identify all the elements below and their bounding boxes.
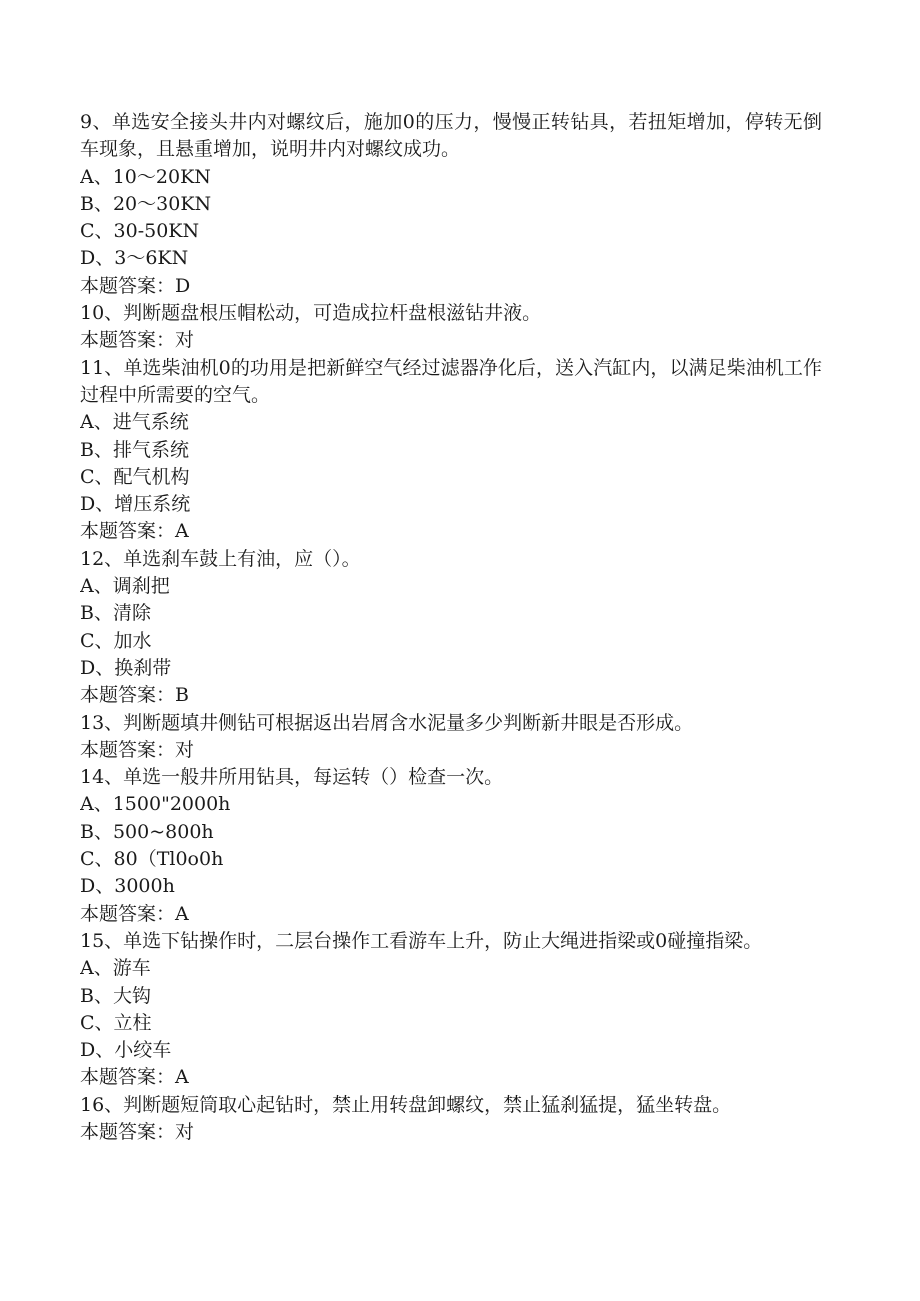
option-a: A、进气系统 — [80, 411, 189, 434]
question-stem: 13、判断题填井侧钻可根据返出岩屑含水泥量多少判断新井眼是否形成。 — [80, 711, 694, 734]
question-stem: 12、单选刹车鼓上有油，应（）。 — [80, 547, 361, 570]
option-c: C、80（Tl0o0h — [80, 848, 224, 871]
answer: 本题答案：D — [80, 274, 191, 297]
question-stem: 16、判断题短筒取心起钻时，禁止用转盘卸螺纹，禁止猛刹猛提，猛坐转盘。 — [80, 1093, 732, 1116]
question-13 — [80, 710, 822, 765]
option-d: D、3～6KN — [80, 247, 189, 270]
option-a: A、1500"2000h — [80, 793, 231, 816]
answer: 本题答案：对 — [80, 329, 195, 352]
answer: 本题答案：A — [80, 902, 189, 925]
answer: 本题答案：A — [80, 1066, 189, 1089]
question-9 — [80, 109, 822, 300]
question-stem: 10、判断题盘根压帽松动，可造成拉杆盘根滋钻井液。 — [80, 302, 542, 325]
option-c: C、立柱 — [80, 1011, 152, 1034]
answer: 本题答案：对 — [80, 738, 195, 761]
question-15 — [80, 928, 822, 1092]
option-d: D、增压系统 — [80, 493, 191, 516]
option-a: A、10～20KN — [80, 165, 211, 188]
option-c: C、配气机构 — [80, 465, 190, 488]
question-stem: 9、单选安全接头井内对螺纹后，施加0的压力，慢慢正转钻具，若扭矩增加，停转无倒车现象，且悬重增加，说明井内对螺纹成功。 — [80, 111, 822, 161]
option-a: A、游车 — [80, 957, 151, 980]
option-d: D、小绞车 — [80, 1039, 172, 1062]
option-b: B、500~800h — [80, 820, 214, 843]
question-12 — [80, 546, 822, 710]
option-b: B、20～30KN — [80, 192, 212, 215]
question-stem: 15、单选下钻操作时，二层台操作工看游车上升，防止大绳进指梁或0碰撞指梁。 — [80, 929, 763, 952]
option-b: B、清除 — [80, 602, 151, 625]
option-d: D、3000h — [80, 875, 175, 898]
document-page — [80, 109, 822, 1146]
answer: 本题答案：对 — [80, 1120, 195, 1143]
option-b: B、大钩 — [80, 984, 151, 1007]
question-stem: 11、单选柴油机0的功用是把新鲜空气经过滤器净化后，送入汽缸内，以满足柴油机工作过程中所需要的空气。 — [80, 356, 822, 406]
question-10 — [80, 300, 822, 355]
option-b: B、排气系统 — [80, 438, 189, 461]
question-11 — [80, 355, 822, 546]
question-stem: 14、单选一般井所用钻具，每运转（）检查一次。 — [80, 766, 504, 789]
option-c: C、加水 — [80, 629, 152, 652]
question-16 — [80, 1092, 822, 1147]
option-a: A、调刹把 — [80, 575, 170, 598]
question-14 — [80, 764, 822, 928]
option-c: C、30-50KN — [80, 220, 200, 243]
option-d: D、换刹带 — [80, 656, 172, 679]
answer: 本题答案：B — [80, 684, 189, 707]
answer: 本题答案：A — [80, 520, 189, 543]
